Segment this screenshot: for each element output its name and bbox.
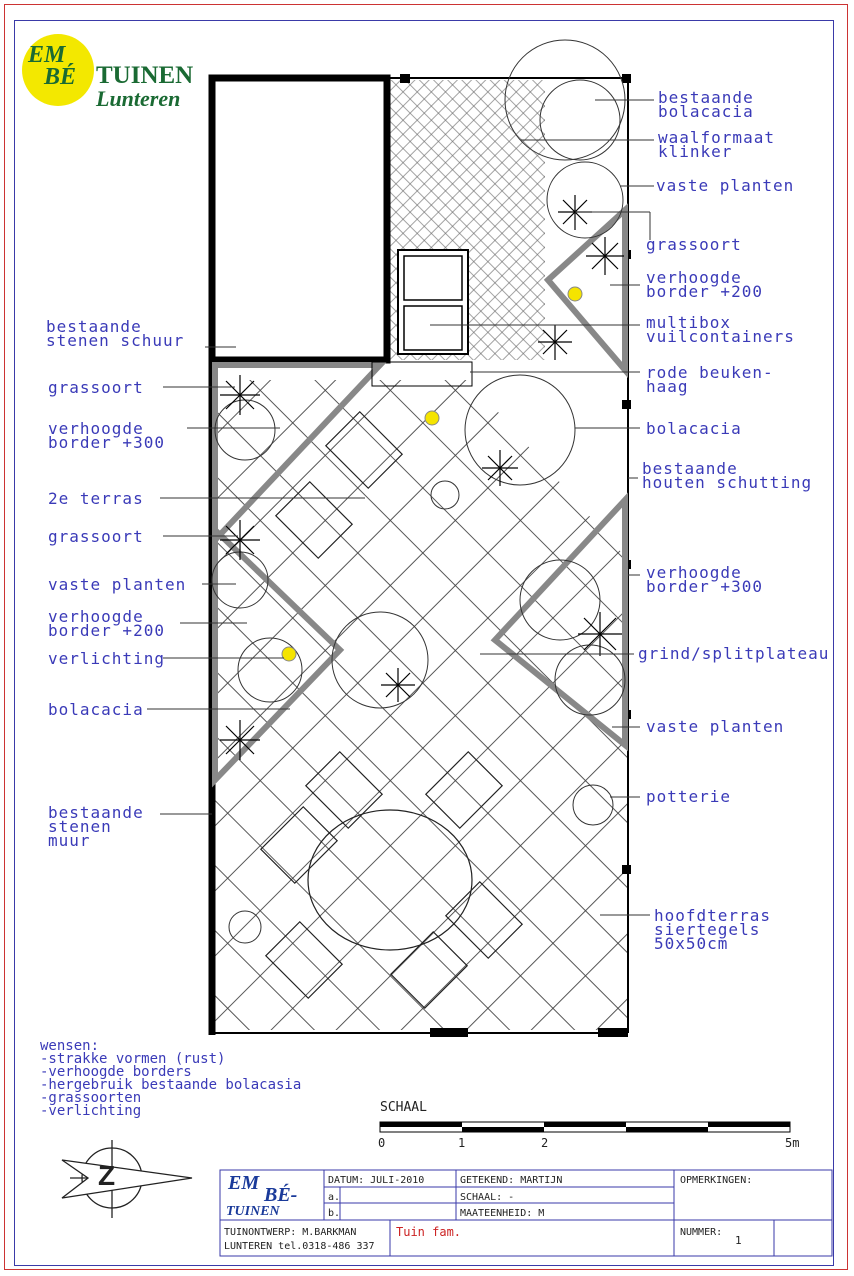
tb-adres: LUNTEREN tel.0318-486 337 [224, 1241, 375, 1252]
wishes-list [40, 1040, 301, 1118]
scale-tick-1: 1 [458, 1136, 466, 1150]
label-bolacacia-2: bolacacia [48, 700, 144, 719]
label-verhoogde-border-300-r: verhoogde border +300 [646, 563, 763, 596]
scale-bar [380, 1122, 790, 1132]
label-vaste-planten-2: vaste planten [646, 717, 785, 736]
company-logo [22, 34, 212, 114]
logo-be: BÉ [44, 64, 77, 90]
logo-tuinen: TUINEN [96, 62, 194, 89]
label-grassoort-2: grassoort [48, 378, 144, 397]
label-houten-schutting: bestaande houten schutting [642, 459, 813, 492]
tb-schaal: SCHAAL: - [460, 1192, 515, 1203]
label-vaste-planten-1: vaste planten [656, 176, 795, 195]
label-multibox: multibox vuilcontainers [646, 313, 795, 346]
label-vaste-planten-3: vaste planten [48, 575, 187, 594]
tb-klant: Tuin fam. [396, 1225, 462, 1239]
scale-title: SCHAAL [380, 1100, 427, 1115]
scale-tick-2: 2 [541, 1136, 549, 1150]
light-1 [568, 287, 582, 301]
logo-lunteren: Lunteren [96, 86, 181, 111]
label-grassoort-3: grassoort [48, 527, 144, 546]
compass [62, 1140, 192, 1218]
wish-item: -hergebruik bestaande bolacasia [40, 1077, 302, 1093]
tb-nummer: 1 [735, 1234, 742, 1247]
tb-nummer-label: NUMMER: [680, 1227, 723, 1238]
tb-b: b. [328, 1208, 341, 1219]
scale-tick-5m: 5m [785, 1136, 800, 1150]
label-grind: grind/splitplateau [638, 644, 830, 663]
wish-item: -verlichting [40, 1103, 142, 1119]
label-stenen-muur: bestaande stenen muur [48, 803, 144, 850]
label-grassoort-1: grassoort [646, 235, 742, 254]
label-verhoogde-border-300-l: verhoogde border +300 [48, 419, 165, 452]
tb-datum: DATUM: JULI-2010 [328, 1175, 425, 1186]
label-potterie: potterie [646, 787, 732, 806]
tb-ontwerp: TUINONTWERP: M.BARKMAN [224, 1227, 357, 1238]
label-2e-terras: 2e terras [48, 489, 144, 508]
light-3 [282, 647, 296, 661]
label-hoofdterras: hoofdterras siertegels 50x50cm [654, 906, 771, 953]
label-verlichting: verlichting [48, 649, 165, 668]
label-verhoogde-border-200: verhoogde border +200 [646, 268, 763, 301]
tb-maateenheid: MAATEENHEID: M [460, 1208, 545, 1219]
label-bestaande-bolacacia: bestaande bolacacia [658, 88, 754, 121]
tb-a: a. [328, 1192, 341, 1203]
wishes-title: wensen: [40, 1038, 100, 1054]
wish-item: -grassoorten [40, 1090, 142, 1106]
wish-item: -verhoogde borders [40, 1064, 192, 1080]
label-rode-beukenhaag: rode beuken- haag [646, 363, 774, 396]
wish-item: -strakke vormen (rust) [40, 1051, 226, 1067]
label-waalformaat-klinker: waalformaat klinker [658, 128, 775, 161]
label-bolacacia-1: bolacacia [646, 419, 742, 438]
label-stenen-schuur: bestaande stenen schuur [46, 317, 185, 350]
logo-em: EM [28, 42, 66, 68]
label-verhoogde-border-200-l: verhoogde border +200 [48, 607, 165, 640]
existing-shed [212, 78, 387, 360]
tb-getekend: GETEKEND: MARTIJN [460, 1175, 563, 1186]
tb-logo-be: BÉ- [264, 1184, 298, 1206]
scale-tick-0: 0 [378, 1136, 386, 1150]
compass-letter: Z [98, 1160, 116, 1191]
tb-logo-tuinen: TUINEN [226, 1204, 280, 1219]
tb-logo-em: EM [228, 1172, 260, 1194]
grass-1 [220, 520, 260, 560]
tb-opmerkingen: OPMERKINGEN: [680, 1175, 753, 1186]
multibox-containers [398, 250, 468, 354]
light-2 [425, 411, 439, 425]
